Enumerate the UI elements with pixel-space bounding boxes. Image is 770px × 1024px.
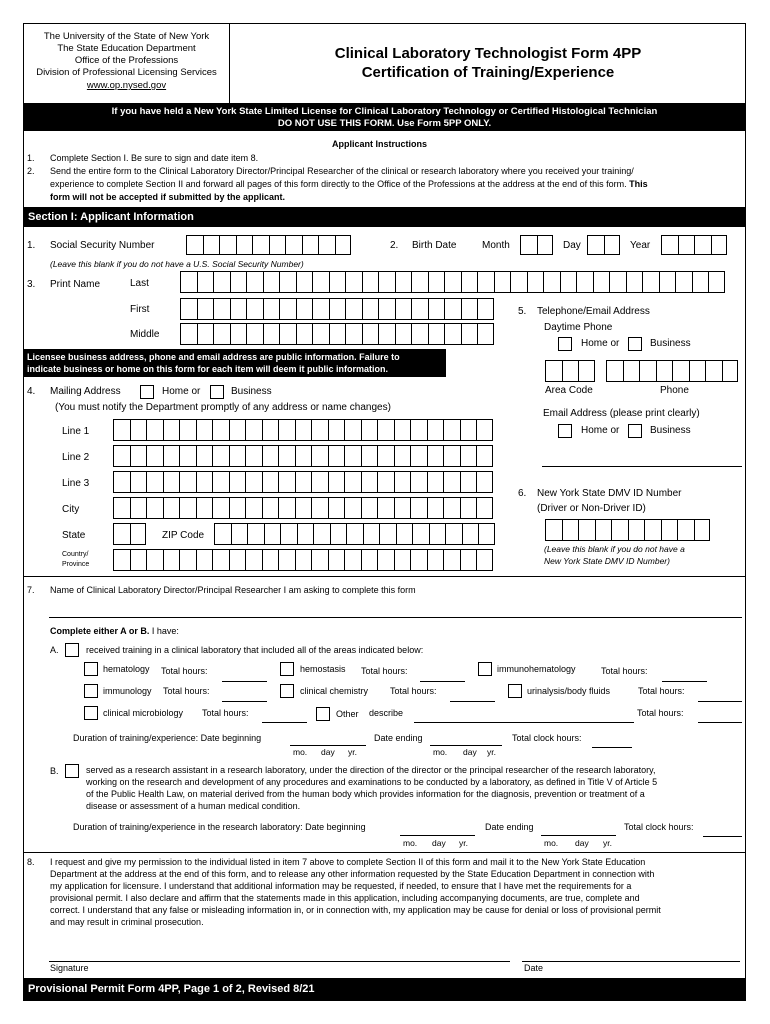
- a-begin-day: day: [321, 747, 335, 757]
- instr-2a: Send the entire form to the Clinical Laboratory Director/Principal Researcher of the clinical or research laboratory where you received your training/: [50, 166, 634, 176]
- b-total-clock-input[interactable]: [703, 836, 742, 837]
- date-input[interactable]: [522, 961, 740, 962]
- b-text-3: of the Public Health Law, on material derived from the human body which provides information for the diagnosis, prevention or treatment of a: [86, 789, 645, 799]
- org-line-2: The State Education Department: [57, 43, 196, 54]
- phone-business-checkbox[interactable]: [628, 337, 642, 351]
- address-line2-input[interactable]: [113, 445, 493, 467]
- address-line3-input[interactable]: [113, 471, 493, 493]
- org-line-4: Division of Professional Licensing Services: [36, 67, 217, 78]
- website-link[interactable]: www.op.nysed.gov: [86, 80, 167, 91]
- day-label: Day: [563, 240, 581, 251]
- divider-q7: [23, 576, 746, 577]
- q7-num: 7.: [27, 585, 35, 595]
- address-line2-label: Line 2: [62, 452, 90, 463]
- b-end-day: day: [575, 838, 589, 848]
- instructions-heading: Applicant Instructions: [332, 139, 428, 149]
- q7-label: Name of Clinical Laboratory Director/Principal Researcher I am asking to complete this form: [50, 585, 416, 595]
- signature-input[interactable]: [49, 961, 510, 962]
- email-business-label: Business: [650, 425, 691, 436]
- clinical-chemistry-hours-input[interactable]: [450, 701, 495, 702]
- q1-label: Social Security Number: [50, 240, 155, 251]
- a-end-day: day: [463, 747, 477, 757]
- a-total-clock-input[interactable]: [592, 747, 632, 748]
- clinical-micro-hours-label: Total hours:: [202, 708, 249, 718]
- hemostasis-checkbox[interactable]: [280, 662, 294, 676]
- b-end-mo: mo.: [544, 838, 559, 848]
- clinical-micro-checkbox[interactable]: [84, 706, 98, 720]
- country-label-1: Country/: [62, 551, 89, 558]
- hematology-hours-label: Total hours:: [161, 666, 208, 676]
- instr-2b: experience to complete Section II and forward all pages of this form directly to the Office of the Professions at the address at the end of this form.: [50, 179, 627, 189]
- complete-either-wrap: [50, 626, 179, 636]
- a-begin-date-input[interactable]: [290, 745, 366, 746]
- instr-1-num: 1.: [27, 153, 35, 163]
- immunology-hours-input[interactable]: [222, 701, 267, 702]
- dmv-id-input[interactable]: [545, 519, 710, 541]
- immunohematology-hours-input[interactable]: [662, 681, 707, 682]
- b-begin-yr: yr.: [459, 838, 468, 848]
- city-input[interactable]: [113, 497, 493, 519]
- option-b-checkbox[interactable]: [65, 764, 79, 778]
- q8-line-4: provisional permit. I also declare and affirm that the statements made in this application, including accompanying documents, are true, complete and: [50, 893, 640, 903]
- q3-label: Print Name: [50, 279, 101, 290]
- director-name-input[interactable]: [49, 617, 742, 618]
- a-begin-mo: mo.: [293, 747, 308, 757]
- immunohematology-checkbox[interactable]: [478, 662, 492, 676]
- middle-name-input[interactable]: [180, 323, 494, 345]
- b-label: B.: [50, 766, 59, 776]
- mail-business-label: Business: [231, 386, 272, 397]
- email-business-checkbox[interactable]: [628, 424, 642, 438]
- b-text-2: working on the research and development of any procedures and examinations to be conducted by a laboratory, as defined in Title V of Article 5: [86, 777, 658, 787]
- email-home-checkbox[interactable]: [558, 424, 572, 438]
- hemostasis-hours-label: Total hours:: [361, 666, 408, 676]
- footer-bar: [23, 978, 746, 1001]
- email-home-label: Home or: [581, 425, 620, 436]
- q3-num: 3.: [27, 279, 36, 290]
- immunology-hours-label: Total hours:: [163, 686, 210, 696]
- notice-bar: [23, 103, 746, 131]
- immunology-checkbox[interactable]: [84, 684, 98, 698]
- describe-label: describe: [369, 708, 404, 718]
- public-info-notice: [23, 349, 446, 377]
- urinalysis-hours-label: Total hours:: [638, 686, 685, 696]
- first-label: First: [130, 304, 150, 315]
- phone-home-checkbox[interactable]: [558, 337, 572, 351]
- q5-num: 5.: [518, 306, 527, 317]
- zip-label: ZIP Code: [162, 530, 205, 541]
- birth-day-input[interactable]: [587, 235, 620, 255]
- address-line1-input[interactable]: [113, 419, 493, 441]
- hemostasis-hours-input[interactable]: [420, 681, 465, 682]
- clinical-chemistry-checkbox[interactable]: [280, 684, 294, 698]
- country-input[interactable]: [113, 549, 493, 571]
- b-ending-label: Date ending: [485, 822, 534, 832]
- phone-label: Phone: [660, 385, 689, 396]
- a-end-mo: mo.: [433, 747, 448, 757]
- duration-b-label: Duration of training/experience in the research laboratory: Date beginning: [73, 822, 366, 832]
- ssn-input[interactable]: [186, 235, 351, 255]
- q8-line-6: and may result in criminal prosecution.: [50, 917, 204, 927]
- immunology-label: immunology: [103, 686, 152, 696]
- date-label: Date: [524, 963, 544, 973]
- birth-month-input[interactable]: [520, 235, 553, 255]
- form-title-2: Certification of Training/Experience: [361, 64, 615, 81]
- q5-label: Telephone/Email Address: [537, 306, 650, 317]
- q1-num: 1.: [27, 240, 36, 251]
- b-end-yr: yr.: [603, 838, 612, 848]
- b-begin-mo: mo.: [403, 838, 418, 848]
- year-label: Year: [630, 240, 651, 251]
- q8-line-2: Department at the address at the end of this form, and to release any other information requested by the State Education Department in connection with: [50, 869, 655, 879]
- section1-title: Section I: Applicant Information: [28, 211, 194, 223]
- area-code-label: Area Code: [545, 385, 593, 396]
- instr-2-bold-b: form will not be accepted if submitted by the applicant.: [50, 192, 286, 202]
- instr-2b-wrap: [50, 179, 648, 189]
- phone-number-input[interactable]: [606, 360, 738, 382]
- q2-num: 2.: [390, 240, 399, 251]
- complete-bold: Complete either A or B.: [50, 626, 150, 636]
- a-end-yr: yr.: [487, 747, 496, 757]
- address-line3-label: Line 3: [62, 478, 90, 489]
- address-line1-label: Line 1: [62, 426, 90, 437]
- q6-note-2: New York State DMV ID Number): [544, 556, 670, 566]
- city-label: City: [62, 504, 80, 515]
- signature-label: Signature: [50, 963, 89, 973]
- a-end-date-input[interactable]: [430, 745, 502, 746]
- country-label-2: Province: [62, 561, 90, 568]
- public-notice-2: indicate business or home on this form for each item will deem it public information.: [27, 364, 389, 374]
- q8-line-1: I request and give my permission to the individual listed in item 7 above to complete Section II of this form and mail it to the New York State Education: [50, 857, 646, 867]
- clinical-micro-label: clinical microbiology: [103, 708, 184, 718]
- option-a-checkbox[interactable]: [65, 643, 79, 657]
- a-label: A.: [50, 645, 59, 655]
- instr-2-bold-a: This: [629, 179, 648, 189]
- immunohematology-hours-label: Total hours:: [601, 666, 648, 676]
- urinalysis-label: urinalysis/body fluids: [527, 686, 611, 696]
- a-total-clock-label: Total clock hours:: [512, 733, 582, 743]
- complete-rest: I have:: [151, 626, 179, 636]
- q6-num: 6.: [518, 488, 527, 499]
- first-name-input[interactable]: [180, 298, 494, 320]
- month-label: Month: [482, 240, 510, 251]
- email-label: Email Address (please print clearly): [543, 408, 700, 419]
- notice-line-2: DO NOT USE THIS FORM. Use Form 5PP ONLY.: [277, 118, 492, 129]
- last-label: Last: [130, 278, 149, 289]
- org-line-1: The University of the State of New York: [43, 31, 210, 42]
- birth-year-input[interactable]: [661, 235, 727, 255]
- clinical-chemistry-hours-label: Total hours:: [390, 686, 437, 696]
- q2-label: Birth Date: [412, 240, 457, 251]
- form-title-1: Clinical Laboratory Technologist Form 4PP: [334, 45, 642, 62]
- b-begin-day: day: [432, 838, 446, 848]
- state-input[interactable]: [113, 523, 146, 545]
- q8-line-5: correct. I understand that any false or misleading information in, or in connection with, my application may be cause for denial or loss of provisional permit: [50, 905, 661, 915]
- q4-note: (You must notify the Department promptly of any address or name changes): [55, 402, 391, 413]
- other-describe-input[interactable]: [414, 722, 634, 723]
- other-checkbox[interactable]: [316, 707, 330, 721]
- instr-1: Complete Section I. Be sure to sign and date item 8.: [50, 153, 259, 163]
- zip-input[interactable]: [214, 523, 495, 545]
- q4-label: Mailing Address: [50, 386, 121, 397]
- phone-home-label: Home or: [581, 338, 620, 349]
- other-hours-label: Total hours:: [637, 708, 684, 718]
- q8-line-3: my application for licensure. I understand that additional information may be requested, if needed, to ensure that I have met the requirements for a: [50, 881, 632, 891]
- urinalysis-checkbox[interactable]: [508, 684, 522, 698]
- q6-note-1: (Leave this blank if you do not have a: [544, 544, 685, 554]
- b-text-4: disease or assessment of a human medical condition.: [86, 801, 301, 811]
- b-end-date-input[interactable]: [541, 835, 616, 836]
- header-org-block: [23, 23, 230, 103]
- area-code-input[interactable]: [545, 360, 595, 382]
- instr-2-num: 2.: [27, 166, 35, 176]
- q4-num: 4.: [27, 386, 36, 397]
- a-ending-label: Date ending: [374, 733, 423, 743]
- other-label: Other: [336, 709, 359, 719]
- immunohematology-label: immunohematology: [497, 664, 576, 674]
- public-notice-1: Licensee business address, phone and email address are public information. Failure to: [27, 352, 400, 362]
- b-begin-date-input[interactable]: [400, 835, 475, 836]
- a-text: received training in a clinical laboratory that included all of the areas indicated below:: [86, 645, 424, 655]
- footer-text: Provisional Permit Form 4PP, Page 1 of 2, Revised 8/21: [28, 983, 315, 995]
- other-hours-input[interactable]: [698, 722, 742, 723]
- last-name-input[interactable]: [180, 271, 725, 293]
- section1-bar: [23, 207, 746, 227]
- state-label: State: [62, 530, 86, 541]
- mail-home-label: Home or: [162, 386, 201, 397]
- a-begin-yr: yr.: [348, 747, 357, 757]
- divider-q8: [23, 852, 746, 853]
- q6-label: New York State DMV ID Number: [537, 488, 682, 499]
- daytime-phone-label: Daytime Phone: [544, 322, 613, 333]
- mail-home-checkbox[interactable]: [140, 385, 154, 399]
- org-line-3: Office of the Professions: [74, 55, 179, 66]
- q8-num: 8.: [27, 857, 35, 867]
- hemostasis-label: hemostasis: [300, 664, 346, 674]
- urinalysis-hours-input[interactable]: [698, 701, 742, 702]
- q6-sub: (Driver or Non-Driver ID): [537, 503, 646, 514]
- middle-label: Middle: [130, 329, 160, 340]
- phone-business-label: Business: [650, 338, 691, 349]
- hematology-checkbox[interactable]: [84, 662, 98, 676]
- notice-line-1: If you have held a New York State Limited License for Clinical Laboratory Technology or Certified Histological Technician: [111, 106, 658, 117]
- hematology-hours-input[interactable]: [222, 681, 267, 682]
- email-input[interactable]: [542, 466, 742, 467]
- b-total-clock-label: Total clock hours:: [624, 822, 694, 832]
- hematology-label: hematology: [103, 664, 150, 674]
- q1-note: (Leave this blank if you do not have a U.S. Social Security Number): [50, 259, 304, 269]
- duration-a-label: Duration of training/experience: Date beginning: [73, 733, 262, 743]
- b-text-1: served as a research assistant in a research laboratory, under the direction of the director or the principal researcher of the research laboratory,: [86, 765, 656, 775]
- clinical-chemistry-label: clinical chemistry: [300, 686, 369, 696]
- mail-business-checkbox[interactable]: [210, 385, 224, 399]
- clinical-micro-hours-input[interactable]: [262, 722, 307, 723]
